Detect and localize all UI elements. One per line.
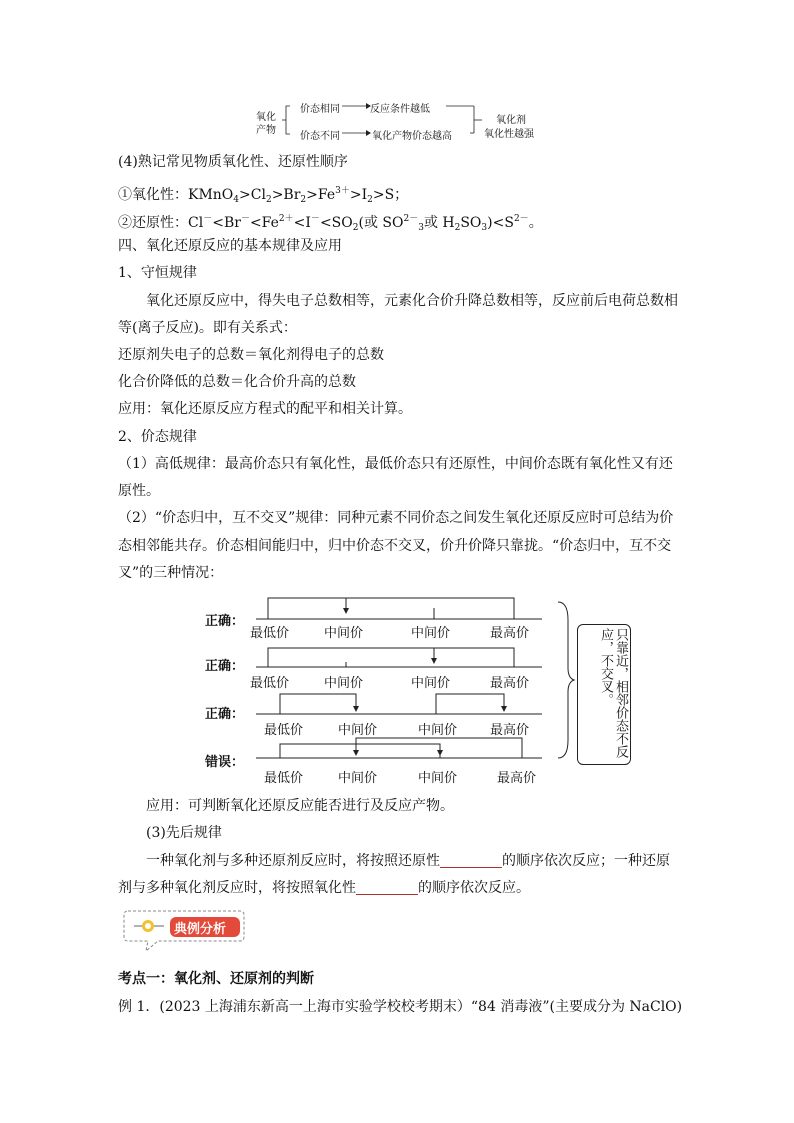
row-label: 正确： xyxy=(205,659,245,674)
tick-label: 最低价 xyxy=(264,771,304,786)
rule2-p2-line2: 态相邻能共存。价态相间能归中，归中价态不交叉，价升价降只靠拢。“价态归中，互不交 xyxy=(118,538,672,554)
rule1-eq1: 还原剂失电子的总数＝氧化剂得电子的总数 xyxy=(118,347,384,363)
rule2-p2-line1: （2）“价态归中，互不交叉”规律：同种元素不同价态之间发生氧化还原反应时可总结为价 xyxy=(118,510,674,526)
tick-label: 中间价 xyxy=(324,676,364,691)
tick-label: 最高价 xyxy=(490,723,530,738)
diagram-right-label-2: 氧化性越强 xyxy=(484,129,534,140)
rule2-title: 2、价态规律 xyxy=(118,429,197,445)
tick-label: 最低价 xyxy=(250,626,290,641)
tick-label: 中间价 xyxy=(338,723,378,738)
oxidizing-order: ①氧化性：$KMnO_4>Cl_2>Br_2>Fe^{3+}>I_2>S$； xyxy=(118,186,409,205)
tick-label: 中间价 xyxy=(418,723,458,738)
tick-label: 中间价 xyxy=(338,771,378,786)
rule3-title: (3)先后规律 xyxy=(146,825,222,841)
diagram-left-label-2: 产物 xyxy=(256,125,276,136)
rule2-application: 应用：可判断氧化还原反应能否进行及反应产物。 xyxy=(146,798,454,814)
reducing-order: ②还原性：$Cl^-<Br^-<Fe^{2+}<I^-<SO_2$(或 $SO^{2-}_3$或 $H_2SO_3)<S^{2-}$。 xyxy=(118,214,543,233)
rule1-application: 应用：氧化还原反应方程式的配平和相关计算。 xyxy=(118,401,412,417)
diagram-branch-1a: 价态相同 xyxy=(300,104,340,115)
tick-label: 最高价 xyxy=(497,771,537,786)
rule2-p2-line3: 叉”的三种情况： xyxy=(118,565,224,581)
rule2-p1-line2: 原性。 xyxy=(118,483,160,499)
tick-label: 最低价 xyxy=(250,676,290,691)
rule1-para-line1: 氧化还原反应中，得失电子总数相等，元素化合价升降总数相等，反应前后电荷总数相 xyxy=(146,293,678,309)
rule2-p1-line1: （1）高低规律：最高价态只有氧化性，最低价态只有还原性，中间价态既有氧化性又有还 xyxy=(118,456,673,472)
diagram-right-label-1: 氧化剂 xyxy=(496,115,526,126)
tick-label: 最低价 xyxy=(264,723,304,738)
section-four-title: 四、氧化还原反应的基本规律及应用 xyxy=(118,238,342,254)
order-heading: (4)熟记常见物质氧化性、还原性顺序 xyxy=(118,154,348,170)
answer-blank[interactable] xyxy=(440,853,502,868)
diagram-left-label-1: 氧化 xyxy=(256,112,276,123)
answer-blank[interactable] xyxy=(356,880,418,895)
tick-label: 中间价 xyxy=(411,676,451,691)
badge-text: 典例分析 xyxy=(174,922,227,937)
rule3-line1: 一种氧化剂与多种还原剂反应时，将按照还原性 的顺序依次反应；一种还原 xyxy=(146,853,670,869)
rule1-title: 1、守恒规律 xyxy=(118,265,197,281)
rule1-eq2: 化合价降低的总数＝化合价升高的总数 xyxy=(118,374,356,390)
tick-label: 中间价 xyxy=(411,626,451,641)
row-label: 错误： xyxy=(205,755,245,770)
row-label: 正确： xyxy=(205,614,245,629)
tick-label: 中间价 xyxy=(324,626,364,641)
row-label: 正确： xyxy=(205,707,245,722)
diagram-branch-2b: 氧化产物价态越高 xyxy=(372,131,452,142)
tick-label: 最高价 xyxy=(490,676,530,691)
diagram-branch-2a: 价态不同 xyxy=(300,131,340,142)
diagram-branch-1b: 反应条件越低 xyxy=(370,104,430,115)
tick-label: 最高价 xyxy=(490,626,530,641)
rule1-para-line2: 等(离子反应)。即有关系式： xyxy=(118,320,297,336)
exam-point-title: 考点一：氧化剂、还原剂的判断 xyxy=(118,971,314,987)
example-1: 例 1．(2023 上海浦东新高一上海市实验学校校考期末）“84 消毒液”(主要成分为 NaClO) xyxy=(118,999,683,1015)
tick-label: 中间价 xyxy=(418,771,458,786)
diagram-brackets xyxy=(280,98,490,144)
rule3-line2: 剂与多种氧化剂反应时，将按照氧化性 的顺序依次反应。 xyxy=(118,880,530,896)
rule-summary-text: 只靠近，相邻价态不反应，不交叉。 xyxy=(598,628,628,758)
